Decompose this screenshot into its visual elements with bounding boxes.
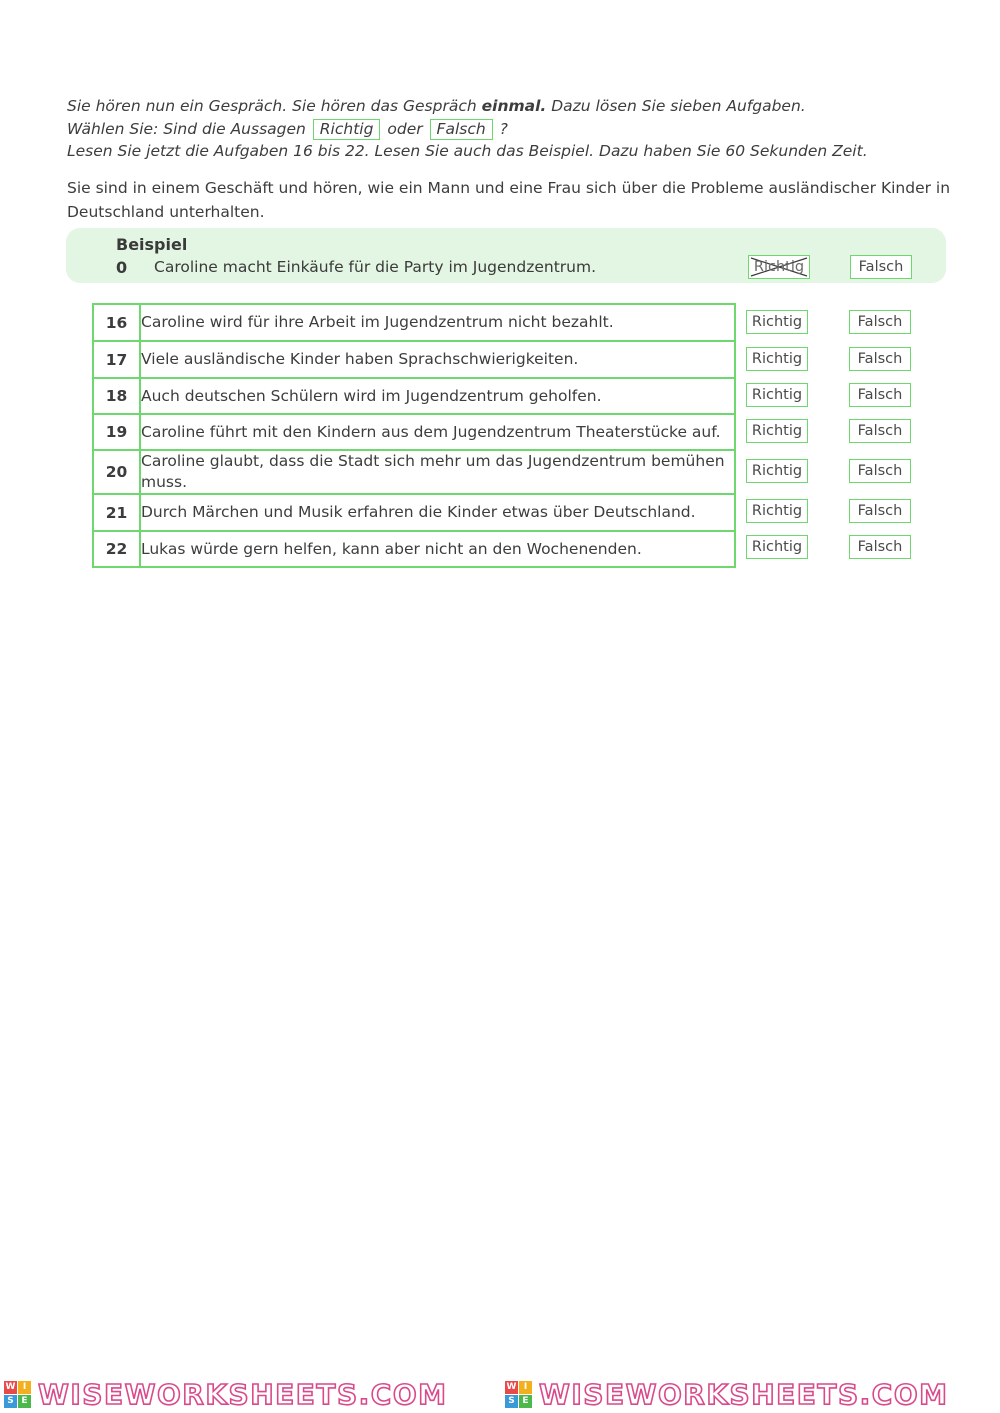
instruction-line-1 (67, 95, 947, 118)
instruction-line-1-b: Dazu lösen Sie sieben Aufgaben. (546, 97, 806, 115)
falsch-button[interactable]: Falsch (849, 419, 911, 443)
task-statement: Auch deutschen Schülern wird im Jugendzentrum geholfen. (140, 378, 735, 414)
task-statement: Caroline wird für ihre Arbeit im Jugendzentrum nicht bezahlt. (140, 304, 735, 341)
example-number: 0 (116, 258, 128, 277)
richtig-button[interactable]: Richtig (746, 347, 808, 371)
logo-letter-s: S (505, 1395, 518, 1408)
task-row (93, 450, 735, 494)
task-table (92, 303, 736, 568)
example-richtig-button[interactable] (748, 255, 810, 279)
logo-letter-w: W (5, 1382, 16, 1392)
example-title: Beispiel (116, 235, 188, 254)
example-panel (66, 228, 946, 283)
task-statement: Lukas würde gern helfen, kann aber nicht an den Wochenenden. (140, 531, 735, 567)
richtig-button[interactable]: Richtig (746, 419, 808, 443)
task-number: 22 (93, 531, 140, 567)
task-row (93, 304, 735, 341)
logo-letter-e: E (18, 1395, 31, 1408)
task-statement: Caroline glaubt, dass die Stadt sich mehr um das Jugendzentrum bemühen muss. (140, 450, 735, 494)
falsch-button[interactable]: Falsch (849, 499, 911, 523)
instruction-line-1-a: Sie hören nun ein Gespräch. Sie hören das Gespräch (67, 97, 482, 115)
falsch-button[interactable]: Falsch (849, 459, 911, 483)
instruction-line-2 (67, 118, 947, 141)
situation-text: Sie sind in einem Geschäft und hören, wie ein Mann und eine Frau sich über die Probleme ausländischer Kinder in Deutschland unterhalten. (67, 179, 951, 221)
richtig-button[interactable]: Richtig (746, 535, 808, 559)
instruction-line-2-a: Wählen Sie: Sind die Aussagen (67, 119, 306, 138)
richtig-button[interactable]: Richtig (746, 459, 808, 483)
logo-square-icon (4, 1381, 32, 1409)
logo-letter-e: E (519, 1395, 532, 1408)
instruction-richtig-box: Richtig (313, 119, 381, 140)
falsch-button[interactable]: Falsch (849, 535, 911, 559)
task-statement: Viele ausländische Kinder haben Sprachschwierigkeiten. (140, 341, 735, 378)
task-statement: Durch Märchen und Musik erfahren die Kinder etwas über Deutschland. (140, 494, 735, 531)
instructions (67, 95, 947, 163)
task-statement: Caroline führt mit den Kindern aus dem Jugendzentrum Theaterstücke auf. (140, 414, 735, 450)
instruction-bold: einmal. (481, 97, 547, 115)
footer-watermark (0, 1375, 1000, 1413)
example-text: Caroline macht Einkäufe für die Party im Jugendzentrum. (154, 258, 596, 276)
task-number: 21 (93, 494, 140, 531)
task-number: 16 (93, 304, 140, 341)
task-row (93, 341, 735, 378)
instruction-falsch-box: Falsch (430, 119, 493, 140)
task-row (93, 414, 735, 450)
falsch-button[interactable]: Falsch (849, 383, 911, 407)
task-number: 19 (93, 414, 140, 450)
example-falsch-button[interactable]: Falsch (850, 255, 912, 279)
task-row (93, 378, 735, 414)
logo-letter-s: S (4, 1395, 17, 1408)
logo-text: WISEWORKSHEETS.COM (38, 1378, 448, 1411)
falsch-button[interactable]: Falsch (849, 310, 911, 334)
logo-square-icon (505, 1381, 533, 1409)
task-number: 17 (93, 341, 140, 378)
task-number: 18 (93, 378, 140, 414)
richtig-button[interactable]: Richtig (746, 383, 808, 407)
example-richtig-label: Richtig (753, 259, 805, 275)
logo-letter-i: I (18, 1381, 31, 1394)
logo-letter-i: I (519, 1381, 532, 1394)
task-number: 20 (93, 450, 140, 494)
falsch-button[interactable]: Falsch (849, 347, 911, 371)
task-row (93, 494, 735, 531)
instruction-line-3: Lesen Sie jetzt die Aufgaben 16 bis 22. Lesen Sie auch das Beispiel. Dazu haben Sie 60 Sekunden Zeit. (67, 142, 868, 160)
logo-letter-w: W (506, 1382, 517, 1392)
richtig-button[interactable]: Richtig (746, 499, 808, 523)
richtig-button[interactable]: Richtig (746, 310, 808, 334)
instruction-question-mark: ? (499, 119, 508, 138)
task-row (93, 531, 735, 567)
instruction-oder: oder (387, 119, 423, 138)
logo-text: WISEWORKSHEETS.COM (539, 1378, 949, 1411)
